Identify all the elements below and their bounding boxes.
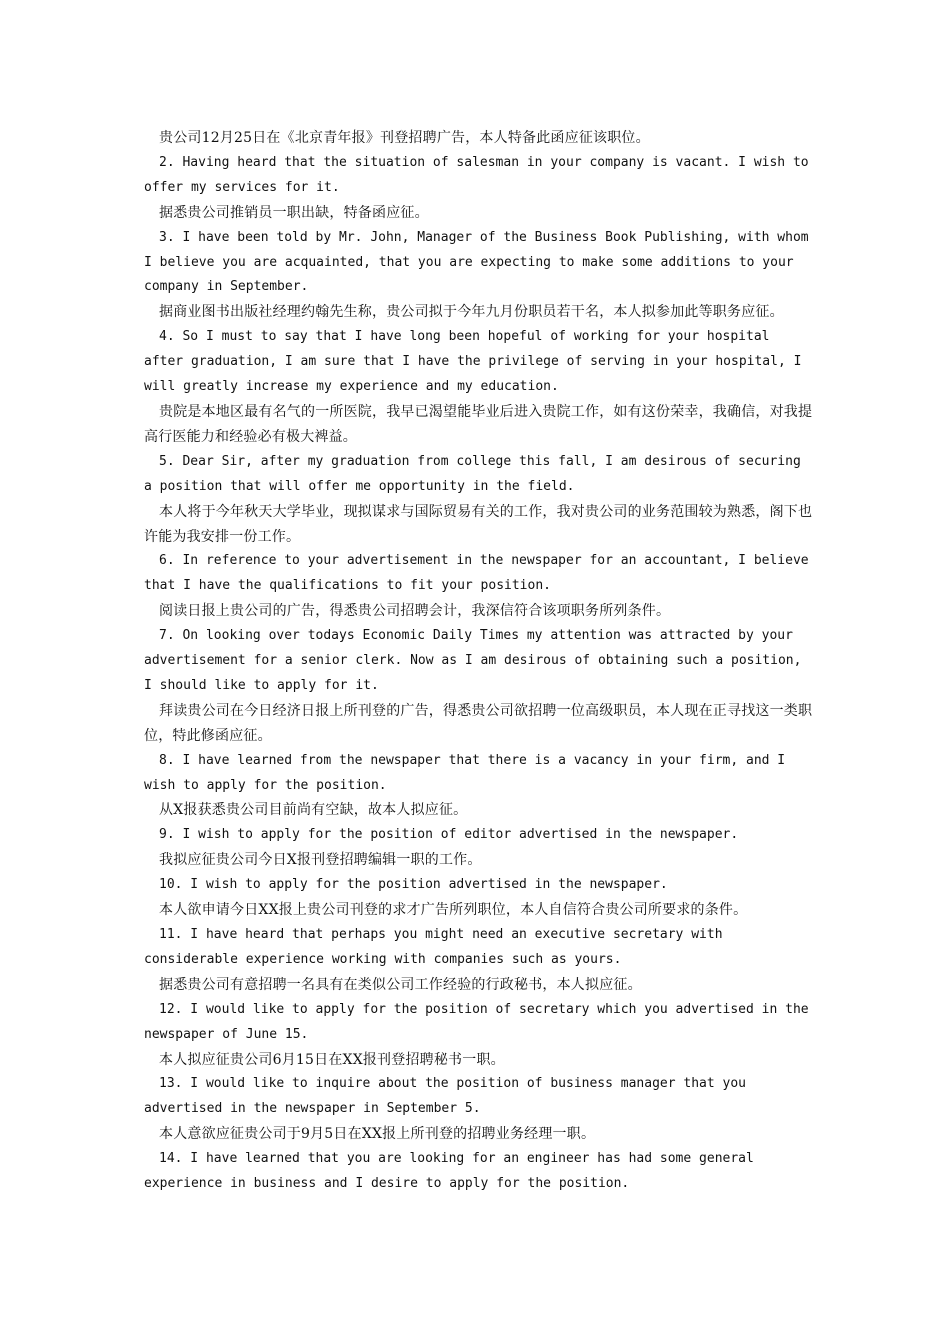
paragraph-cn-3: 据商业图书出版社经理约翰先生称，贵公司拟于今年九月份职员若干名，本人拟参加此等职务应征。 xyxy=(159,304,784,321)
paragraph-cn-8: 从X报获悉贵公司目前尚有空缺，故本人拟应征。 xyxy=(159,802,468,819)
paragraph-en-7: 7. On looking over todays Economic Daily Times my attention was attracted by your advertisement for a senior clerk. Now as I am desirous of obtaining such a position, I should like to apply for it. xyxy=(144,628,802,693)
paragraph-cn-4: 贵院是本地区最有名气的一所医院，我早已渴望能毕业后进入贵院工作，如有这份荣幸，我确信，对我提高行医能力和经验必有极大裨益。 xyxy=(144,403,813,445)
paragraph-en-13: 13. I would like to inquire about the position of business manager that you advertised in the newspaper in September 5. xyxy=(144,1076,746,1117)
paragraph-en-3: 3. I have been told by Mr. John, Manager of the Business Book Publishing, with whom I believe you are acquainted, that you are expecting to make some additions to your company in September. xyxy=(144,229,809,295)
paragraph-cn-1: 贵公司12月25日在《北京青年报》刊登招聘广告，本人特备此函应征该职位。 xyxy=(159,130,650,146)
paragraph-en-4: 4. So I must to say that I have long been hopeful of working for your hospital after graduation, I am sure that I have the privilege of serving in your hospital, I will greatly increase my experience and my education. xyxy=(144,329,802,395)
paragraph-cn-5: 本人将于今年秋天大学毕业，现拟谋求与国际贸易有关的工作，我对贵公司的业务范围较为熟悉，阁下也许能为我安排一份工作。 xyxy=(144,503,813,545)
paragraph-en-9: 9. I wish to apply for the position of editor advertised in the newspaper. xyxy=(159,827,739,843)
document-body xyxy=(144,126,816,1197)
paragraph-cn-2: 据悉贵公司推销员一职出缺，特备函应征。 xyxy=(159,204,429,221)
paragraph-cn-9: 我拟应征贵公司今日X报刊登招聘编辑一职的工作。 xyxy=(159,852,482,869)
paragraph-cn-10: 本人欲申请今日XX报上贵公司刊登的求才广告所列职位，本人自信符合贵公司所要求的条件。 xyxy=(159,902,748,919)
paragraph-en-5: 5. Dear Sir, after my graduation from college this fall, I am desirous of securing a position that will offer me opportunity in the field. xyxy=(144,453,801,494)
paragraph-en-11: 11. I have heard that perhaps you might need an executive secretary with considerable experience working with companies such as yours. xyxy=(144,927,723,967)
paragraph-en-12: 12. I would like to apply for the position of secretary which you advertised in the newspaper of June 15. xyxy=(144,1001,809,1042)
paragraph-en-6: 6. In reference to your advertisement in the newspaper for an accountant, I believe that I have the qualifications to fit your position. xyxy=(144,553,809,594)
paragraph-cn-11: 据悉贵公司有意招聘一名具有在类似公司工作经验的行政秘书，本人拟应征。 xyxy=(159,976,642,993)
paragraph-en-8: 8. I have learned from the newspaper that there is a vacancy in your firm, and I wish to apply for the position. xyxy=(144,752,786,793)
paragraph-cn-7: 拜读贵公司在今日经济日报上所刊登的广告，得悉贵公司欲招聘一位高级职员，本人现在正寻找这一类职位，特此修函应征。 xyxy=(144,702,813,744)
paragraph-en-10: 10. I wish to apply for the position advertised in the newspaper. xyxy=(159,877,668,893)
paragraph-cn-12: 本人拟应征贵公司6月15日在XX报刊登招聘秘书一职。 xyxy=(159,1051,505,1068)
paragraph-cn-6: 阅读日报上贵公司的广告，得悉贵公司招聘会计，我深信符合该项职务所列条件。 xyxy=(159,603,671,620)
paragraph-cn-13: 本人意欲应征贵公司于9月5日在XX报上所刊登的招聘业务经理一职。 xyxy=(159,1126,596,1143)
paragraph-en-14: 14. I have learned that you are looking for an engineer has had some general experience in business and I desire to apply for the position. xyxy=(144,1151,754,1192)
paragraph-en-2: 2. Having heard that the situation of salesman in your company is vacant. I wish to offer my services for it. xyxy=(144,154,809,195)
